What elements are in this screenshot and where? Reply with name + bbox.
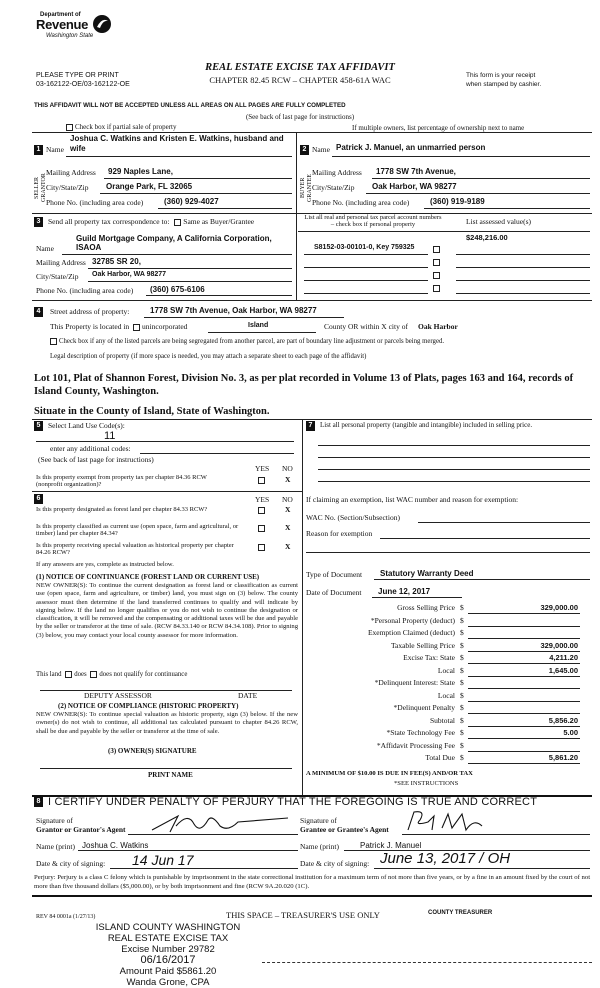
assessed-value[interactable]: $248,216.00	[466, 233, 508, 242]
tax-row-value[interactable]: 1,645.00	[548, 665, 578, 675]
correspondence-phone-label: Phone No. (including area code)	[36, 286, 134, 295]
parcel-personal-checkbox-3[interactable]	[433, 272, 440, 279]
grantee-name-label: Name (print)	[300, 842, 339, 851]
buyer-phone-label: Phone No. (including area code)	[312, 198, 410, 207]
seller-mailing-value[interactable]: 929 Naples Lane,	[108, 167, 173, 176]
tax-row-underline	[468, 626, 580, 627]
tax-row-label: *Affidavit Processing Fee	[376, 740, 455, 750]
tax-row-underline	[468, 713, 580, 714]
doc-date-value[interactable]: June 12, 2017	[378, 587, 431, 596]
receipt-note-2: when stamped by cashier.	[466, 81, 542, 88]
see-instructions-note: *SEE INSTRUCTIONS	[394, 780, 459, 787]
buyer-city-value[interactable]: Oak Harbor, WA 98277	[372, 182, 457, 191]
legal-description-value[interactable]: Lot 101, Plat of Shannon Forest, Division No. 3, as per plat recorded in Volume 13 of Plats, pages 163 and 164, records of Island County, Washington.	[34, 373, 574, 397]
legal-description-label: Legal description of property (if more space is needed, you may attach a separate sheet to each page of the affidavit)	[50, 353, 367, 360]
tax-row	[312, 704, 590, 715]
this-land-label: This land	[36, 671, 62, 679]
tax-row-underline	[468, 763, 580, 764]
does-qualify-checkbox[interactable]	[65, 671, 72, 678]
parcel-personal-checkbox-4[interactable]	[433, 285, 440, 292]
grantor-sig-label-2: Grantor or Grantor's Agent	[36, 825, 126, 834]
historical-yes-checkbox[interactable]	[258, 544, 265, 551]
tax-row-dollar: $	[460, 728, 464, 737]
tax-row	[312, 679, 590, 690]
grantee-date-value[interactable]: June 13, 2017 / OH	[380, 850, 511, 867]
type-or-print: PLEASE TYPE OR PRINT	[36, 72, 119, 79]
tax-row-label: *State Technology Fee	[386, 728, 455, 737]
buyer-grantee-label: BUYER GRANTEE	[300, 174, 313, 202]
tax-row-underline	[468, 638, 580, 639]
partial-sale-row	[66, 123, 176, 131]
street-address-value[interactable]: 1778 SW 7th Avenue, Oak Harbor, WA 98277	[150, 306, 317, 315]
forest-land-question: Is this property designated as forest land per chapter 84.33 RCW?	[36, 506, 208, 513]
tax-row	[312, 654, 590, 665]
county-treasurer-label: COUNTY TREASURER	[428, 910, 493, 916]
tax-row-dollar: $	[460, 640, 464, 650]
tax-row-label: *Delinquent Penalty	[393, 703, 455, 712]
section-6-number: 6	[34, 494, 43, 504]
parcel-personal-checkbox-2[interactable]	[433, 259, 440, 266]
partial-sale-label: Check box if partial sale of property	[75, 123, 177, 131]
county-city-label: County OR within X city of	[324, 322, 408, 331]
send-correspondence-row	[48, 218, 254, 227]
tax-row-dollar: $	[460, 665, 464, 675]
section-4-number: 4	[34, 307, 43, 317]
certify-statement: I CERTIFY UNDER PENALTY OF PERJURY THAT THE FOREGOING IS TRUE AND CORRECT	[48, 796, 538, 808]
situate-line[interactable]: Situate in the County of Island, State of Washington.	[34, 406, 270, 417]
treasurer-space-label: THIS SPACE – TREASURER'S USE ONLY	[226, 910, 380, 920]
print-name-label: PRINT NAME	[148, 771, 193, 779]
tax-row-label: Subtotal	[429, 715, 455, 725]
grantee-sig-label-2: Grantee or Grantee's Agent	[300, 825, 389, 834]
tax-row-underline	[468, 676, 580, 677]
grantee-name-value[interactable]: Patrick J. Manuel	[360, 841, 422, 850]
buyer-city-label: City/State/Zip	[312, 183, 355, 192]
located-label: This Property is located in	[50, 322, 130, 331]
see-back-instructions: (See back of last page for instructions)	[245, 113, 355, 121]
tax-row-dollar: $	[460, 678, 464, 687]
doc-type-value[interactable]: Statutory Warranty Deed	[380, 569, 474, 578]
unincorporated-checkbox[interactable]	[133, 324, 140, 331]
section-8-number: 8	[34, 797, 43, 807]
section-3-number: 3	[34, 217, 43, 227]
exempt-yes-checkbox[interactable]	[258, 477, 265, 484]
parcel-header: List all real and personal tax parcel account numbers – check box if personal property	[304, 214, 442, 229]
deputy-assessor-label: DEPUTY ASSESSOR	[84, 691, 152, 700]
same-as-buyer-checkbox[interactable]	[174, 219, 181, 226]
seller-phone-label: Phone No. (including area code)	[46, 198, 144, 207]
property-location-row	[50, 323, 187, 332]
tax-row-dollar: $	[460, 740, 464, 750]
grantor-name-label: Name (print)	[36, 842, 75, 851]
seller-mailing-label: Mailing Address	[46, 168, 96, 177]
section5-yes-header: YES	[255, 464, 270, 473]
tax-row-label: Total Due	[425, 753, 455, 762]
tax-row-dollar: $	[460, 628, 464, 637]
section6-no-header: NO	[282, 495, 293, 504]
logo-line-3: Washington State	[46, 33, 94, 39]
owner-signature-label: (3) OWNER(S) SIGNATURE	[108, 747, 197, 755]
tax-row-label: Taxable Selling Price	[390, 640, 455, 650]
seller-name-value[interactable]: Joshua C. Watkins and Kristen E. Watkins, husband and wife	[70, 134, 284, 153]
does-not-qualify-checkbox[interactable]	[90, 671, 97, 678]
does-label: does	[74, 671, 87, 679]
tax-row-dollar: $	[460, 715, 464, 725]
rev-code: REV 84 0001a (1/27/13)	[36, 914, 96, 920]
tax-row-value[interactable]: 4,211.20	[549, 653, 578, 662]
if-yes-instruction: If any answers are yes, complete as instructed below.	[36, 561, 174, 568]
unincorporated-label: unincorporated	[142, 322, 188, 331]
section-7-number: 7	[306, 421, 315, 431]
correspondence-name-label: Name	[36, 244, 54, 253]
tax-row	[312, 617, 590, 628]
exempt-no-mark[interactable]: X	[285, 475, 291, 484]
tax-row	[312, 629, 590, 640]
seller-city-label: City/State/Zip	[46, 183, 89, 192]
logo-line-2: Revenue	[36, 17, 89, 32]
tax-row-dollar: $	[460, 753, 464, 762]
city-value[interactable]: Oak Harbor	[418, 322, 458, 331]
form-title: REAL ESTATE EXCISE TAX AFFIDAVIT	[205, 62, 395, 73]
treasurer-stamp	[78, 922, 258, 988]
buyer-name-value[interactable]: Patrick J. Manuel, an unmarried person	[336, 143, 486, 152]
correspondence-phone-value[interactable]: (360) 675-6106	[150, 285, 205, 294]
minimum-fee-note: A MINIMUM OF $10.00 IS DUE IN FEE(S) AND/OR TAX	[306, 770, 473, 777]
receipt-note-1: This form is your receipt	[466, 72, 536, 79]
current-use-no-mark[interactable]: X	[285, 523, 291, 532]
doc-date-label: Date of Document	[306, 588, 362, 597]
section-1-number: 1	[34, 145, 43, 155]
section5-no-header: NO	[282, 464, 293, 473]
does-not-label: does not qualify for continuance	[99, 671, 188, 679]
correspondence-city-label: City/State/Zip	[36, 272, 79, 281]
section-2-number: 2	[300, 145, 309, 155]
forest-no-mark[interactable]: X	[285, 505, 291, 514]
reason-label: Reason for exemption	[306, 529, 373, 538]
buyer-name-label: Name	[312, 145, 330, 154]
tax-row-underline	[468, 613, 580, 614]
assessor-date-label: DATE	[238, 691, 258, 700]
tax-row	[312, 742, 590, 753]
segregated-checkbox[interactable]	[50, 338, 57, 345]
stamp-dashed-rule	[262, 962, 592, 963]
tax-row-label: *Personal Property (deduct)	[370, 615, 455, 625]
wac-label: WAC No. (Section/Subsection)	[306, 513, 400, 522]
doc-type-label: Type of Document	[306, 570, 363, 579]
buyer-mailing-label: Mailing Address	[312, 168, 362, 177]
notice-continuance-body: NEW OWNER(S): To continue the current designation as forest land or classification as current use (open space, farm and agriculture, or timber) land, you must sign on (3) below. The county assessor must then determine if the land transferred continues to qualify and will indicate by signing below. If the land no longer qualifies or you do not wish to continue the designation or classification, it will be removed and the compensating or additional taxes will be due and payable by the seller or transferor at the time of sale. (RCW 84.33.140 or RCW 84.34.108). Prior to signing (3) below, you may contact your local county assessor for more information.	[36, 582, 298, 639]
tax-row-value[interactable]: 5,856.20	[548, 715, 578, 725]
tax-row	[312, 717, 590, 728]
partial-sale-checkbox[interactable]	[66, 124, 73, 131]
grantor-sig-label-1: Signature of	[36, 816, 73, 825]
grantor-name-value[interactable]: Joshua C. Watkins	[82, 841, 149, 850]
tax-row-dollar: $	[460, 703, 464, 712]
logo-line-1: Department of	[40, 12, 81, 18]
historical-question: Is this property receiving special valuation as historical property per chapter 84.26 RCW?	[36, 542, 234, 557]
tax-row-value[interactable]: 5.00	[563, 728, 578, 737]
tax-row-value[interactable]: 329,000.00	[540, 640, 578, 650]
assessed-header: List assessed value(s)	[466, 217, 531, 226]
buyer-mailing-value[interactable]: 1778 SW 7th Avenue,	[376, 167, 456, 176]
notice-compliance-body: NEW OWNER(S): To continue special valuation as historic property, sign (3) below. If the new owner(s) do not wish to continue, all additional tax calculated pursuant to chapter 84.26 RCW, shall be due and payable by the seller or transferor at the time of sale.	[36, 711, 298, 735]
correspondence-name-line-2[interactable]: ISAOA	[76, 243, 102, 252]
tax-row-label: Local	[437, 690, 455, 700]
grantor-signature[interactable]	[148, 808, 298, 836]
current-use-question: Is this property classified as current use (open space, farm and agricultural, or timber) land per chapter 84.34?	[36, 523, 239, 538]
form-codes: 03-162122-OE/03-162122-OE	[36, 81, 130, 88]
land-use-value[interactable]: 11	[104, 430, 116, 442]
continuance-row	[36, 671, 187, 679]
form-chapter: CHAPTER 82.45 RCW – CHAPTER 458-61A WAC	[209, 75, 391, 85]
tax-row-underline	[468, 751, 580, 752]
tax-row-dollar: $	[460, 615, 464, 625]
grantee-signature[interactable]	[404, 806, 524, 836]
tax-row	[312, 667, 590, 678]
grantor-date-value[interactable]: 14 Jun 17	[132, 852, 194, 868]
seller-city-value[interactable]: Orange Park, FL 32065	[106, 182, 193, 191]
tax-row	[312, 692, 590, 703]
tax-row-underline	[468, 663, 580, 664]
tax-row-underline	[468, 738, 580, 739]
section6-yes-header: YES	[255, 495, 270, 504]
seller-grantor-label: SELLER GRANTOR	[34, 173, 47, 203]
segregated-row	[50, 338, 444, 346]
correspondence-mailing-value[interactable]: 32785 SR 20,	[92, 257, 141, 266]
notice-continuance-title: (1) NOTICE OF CONTINUANCE (FOREST LAND OR CURRENT USE)	[36, 573, 260, 581]
tax-row-dollar: $	[460, 603, 464, 612]
exempt-question: Is this property exempt from property tax per chapter 84.36 RCW (nonprofit organization)?	[36, 474, 207, 489]
stamp-line-4: 06/16/2017	[140, 954, 196, 966]
tax-row-label: *Delinquent Interest: State	[374, 678, 455, 687]
grantee-date-label: Date & city of signing:	[300, 859, 370, 868]
tax-row-underline	[468, 726, 580, 727]
correspondence-name-line-1[interactable]: Guild Mortgage Company, A California Corporation,	[76, 234, 272, 243]
correspondence-city-value[interactable]: Oak Harbor, WA 98277	[92, 271, 167, 278]
stamp-line-6: Wanda Grone, CPA	[126, 977, 210, 988]
street-address-label: Street address of property:	[50, 307, 130, 316]
stamp-line-2: REAL ESTATE EXCISE TAX	[107, 933, 229, 944]
dept-revenue-logo	[34, 12, 114, 46]
parcel-number[interactable]: S8152-03-00101-0, Key 759325	[314, 244, 415, 251]
tax-row	[312, 754, 590, 765]
correspondence-mailing-label: Mailing Address	[36, 258, 86, 267]
seller-phone-value[interactable]: (360) 929-4027	[164, 197, 219, 206]
tax-row	[312, 729, 590, 740]
land-use-label: Select Land Use Code(s):	[48, 421, 125, 430]
revenue-logo-swirl-icon	[92, 14, 112, 34]
section-5-number: 5	[34, 421, 43, 431]
parcel-personal-checkbox-1[interactable]	[433, 246, 440, 253]
seller-name-label: Name	[46, 145, 64, 154]
tax-row	[312, 604, 590, 615]
tax-row-label: Exemption Claimed (deduct)	[367, 628, 455, 637]
tax-row-dollar: $	[460, 690, 464, 700]
stamp-line-5: Amount Paid $5861.20	[119, 966, 217, 977]
tax-row	[312, 642, 590, 653]
stamp-line-1: ISLAND COUNTY WASHINGTON	[95, 922, 241, 933]
tax-row-underline	[468, 688, 580, 689]
buyer-phone-value[interactable]: (360) 919-9189	[430, 197, 485, 206]
personal-property-label: List all personal property (tangible and intangible) included in selling price.	[320, 421, 533, 429]
tax-row-value[interactable]: 329,000.00	[540, 603, 578, 612]
segregated-label: Check box if any of the listed parcels are being segregated from another parcel, are part of boundary line adjustment or parcels being merged.	[59, 338, 445, 346]
tax-row-label: Excise Tax: State	[403, 653, 455, 662]
grantee-sig-label-1: Signature of	[300, 816, 337, 825]
additional-codes-label: enter any additional codes:	[50, 444, 131, 453]
acceptance-warning: THIS AFFIDAVIT WILL NOT BE ACCEPTED UNLESS ALL AREAS ON ALL PAGES ARE FULLY COMPLETED	[34, 102, 346, 109]
tax-row-underline	[468, 651, 580, 652]
tax-row-underline	[468, 701, 580, 702]
county-value[interactable]: Island	[248, 322, 269, 329]
current-use-yes-checkbox[interactable]	[258, 525, 265, 532]
historical-no-mark[interactable]: X	[285, 542, 291, 551]
tax-row-label: Gross Selling Price	[397, 603, 455, 612]
tax-row-value[interactable]: 5,861.20	[548, 753, 578, 762]
send-correspondence-label: Send all property tax correspondence to:	[48, 217, 170, 226]
section5-see-back: (See back of last page for instructions)	[38, 455, 154, 464]
tax-row-dollar: $	[460, 653, 464, 662]
forest-yes-checkbox[interactable]	[258, 507, 265, 514]
perjury-notice: Perjury: Perjury is a class C felony which is punishable by imprisonment in the state correctional institution for a maximum term of not more than five years, or by a fine in an amount fixed by the court of not more than five thousand dollars ($5,000.00), or by both imprisonment and fine (RCW 9A.20.020 (1C).	[34, 874, 591, 890]
notice-compliance-title: (2) NOTICE OF COMPLIANCE (HISTORIC PROPERTY)	[58, 702, 239, 710]
exemption-label: If claiming an exemption, list WAC number and reason for exemption:	[306, 495, 519, 504]
grantor-date-label: Date & city of signing:	[36, 859, 106, 868]
tax-row-label: Local	[437, 665, 455, 675]
same-as-buyer-label: Same as Buyer/Grantee	[183, 217, 255, 226]
stamp-line-3: Excise Number 29782	[121, 944, 215, 955]
multiple-owners-note: If multiple owners, list percentage of ownership next to name	[352, 124, 525, 132]
